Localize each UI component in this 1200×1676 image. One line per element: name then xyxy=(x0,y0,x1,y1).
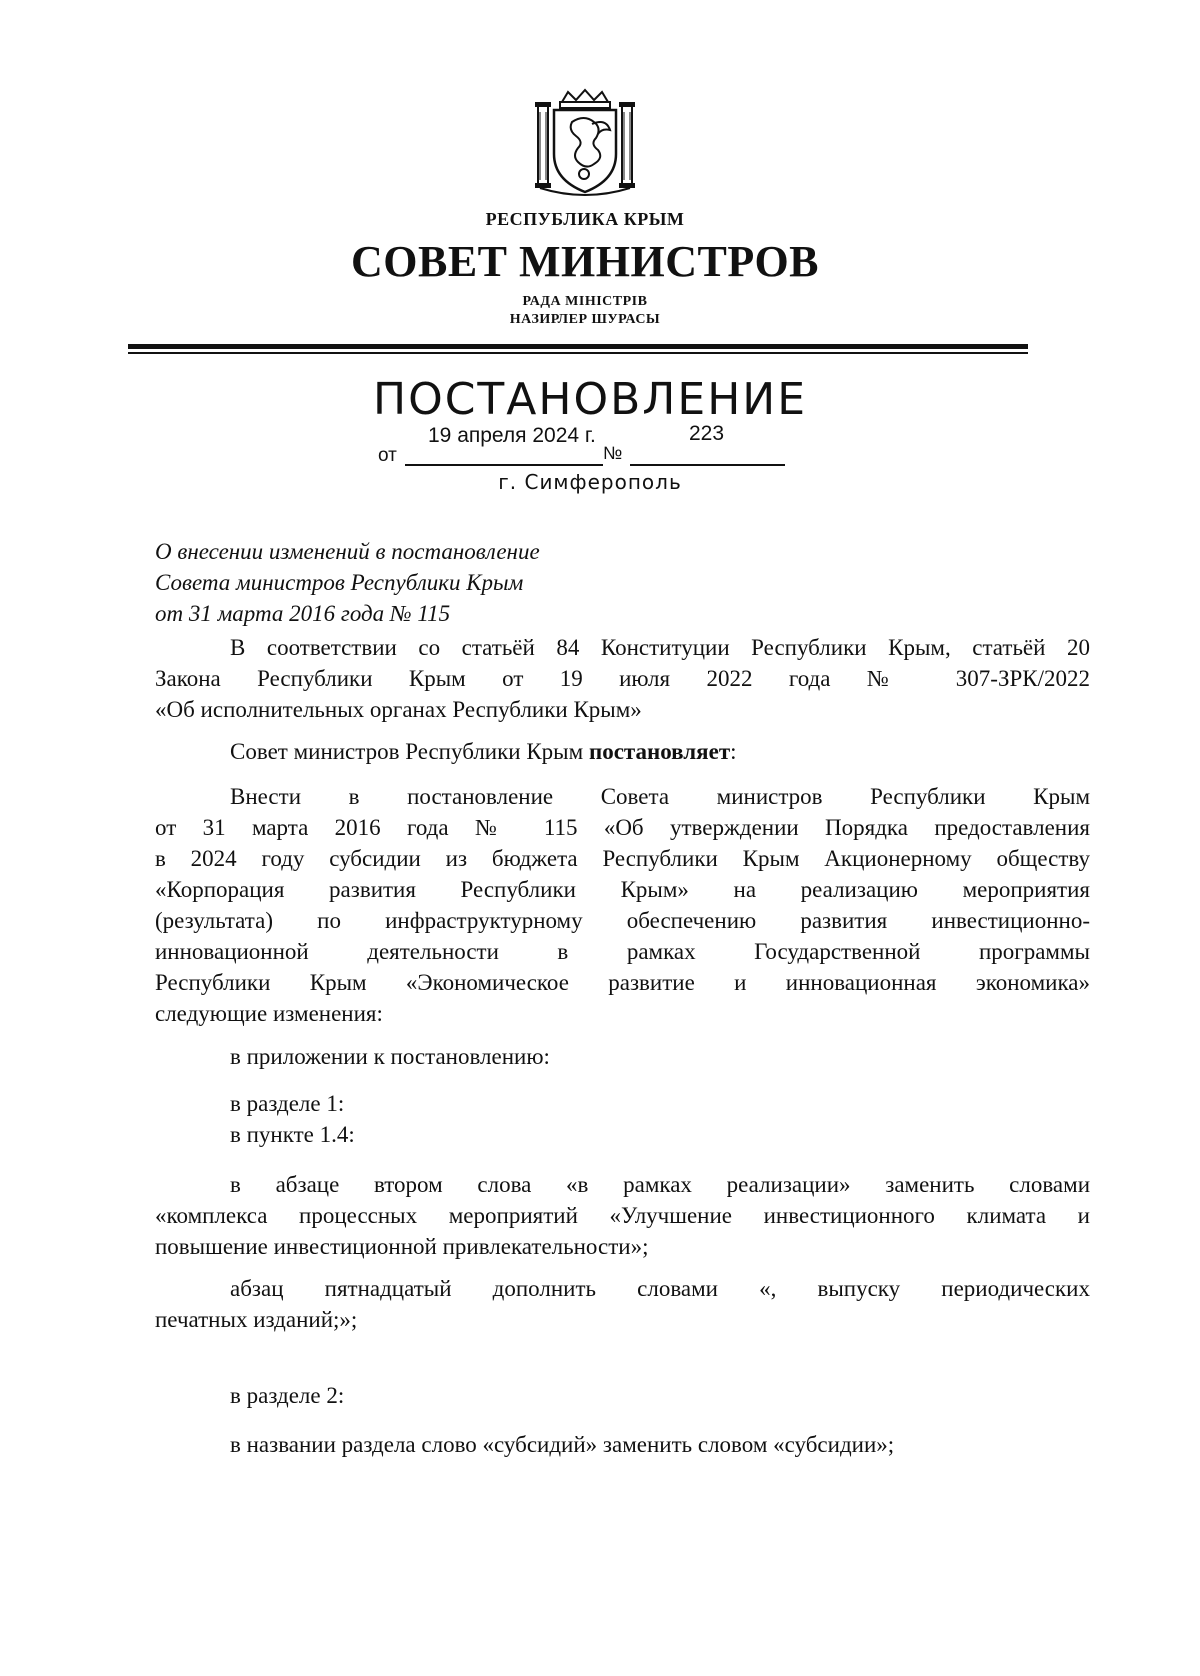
paragraph-line: Внести в постановление Совета министров Республики Крым xyxy=(230,784,1090,809)
subject-line: Совета министров Республики Крым xyxy=(155,570,524,595)
header-divider-thin xyxy=(128,352,1028,354)
paragraph-line: повышение инвестиционной привлекательности»; xyxy=(155,1234,649,1259)
subject-line: от 31 марта 2016 года № 115 xyxy=(155,601,451,626)
date-prefix-label: от xyxy=(378,445,397,466)
council-translations xyxy=(0,293,1170,329)
paragraph-line: «комплекса процессных мероприятий «Улучшение инвестиционного климата и xyxy=(155,1203,1090,1228)
paragraph-fifteen-amendment xyxy=(155,1273,1090,1335)
decree-title: ПОСТАНОВЛЕНИЕ xyxy=(372,374,807,425)
paragraph-line: от 31 марта 2016 года № 115 «Об утверждении Порядка предоставления xyxy=(155,815,1090,840)
paragraph-line: в 2024 году субсидии из бюджета Республики Крым Акционерному обществу xyxy=(155,846,1090,871)
paragraph-line: Закона Республики Крым от 19 июля 2022 года № 307-ЗРК/2022 xyxy=(155,666,1090,691)
section-1-paragraph: в разделе 1: в пункте 1.4: xyxy=(155,1088,1090,1150)
paragraph-line: в абзаце втором слова «в рамках реализации» заменить словами xyxy=(230,1172,1090,1197)
number-underline xyxy=(630,464,785,466)
section-2-paragraph: в разделе 2: xyxy=(230,1383,345,1408)
paragraph-line: абзац пятнадцатый дополнить словами «, выпуску периодических xyxy=(230,1276,1090,1301)
resolves-paragraph: Совет министров Республики Крым постановляет: xyxy=(230,739,737,764)
paragraph-line: печатных изданий;»; xyxy=(155,1307,358,1332)
date-underline xyxy=(405,464,603,466)
coat-of-arms-emblem xyxy=(532,88,638,198)
decree-number: 223 xyxy=(689,422,725,445)
preamble-paragraph xyxy=(155,632,1090,725)
council-of-ministers-heading: СОВЕТ МИНИСТРОВ xyxy=(350,237,820,286)
amendment-paragraph xyxy=(155,781,1090,1029)
subject-line: О внесении изменений в постановление xyxy=(155,539,540,564)
republic-label: РЕСПУБЛИКА КРЫМ xyxy=(485,209,685,229)
paragraph-two-amendment xyxy=(155,1169,1090,1262)
paragraph-line: следующие изменения: xyxy=(155,1001,383,1026)
number-sign-label: № xyxy=(603,443,623,463)
paragraph-line: (результата) по инфраструктурному обеспечению развития инвестиционно- xyxy=(155,908,1090,933)
paragraph-line: инновационной деятельности в рамках Государственной программы xyxy=(155,939,1090,964)
section-2-title-amendment: в названии раздела слово «субсидий» заменить словом «субсидии»; xyxy=(230,1432,895,1457)
resolves-text: Совет министров Республики Крым xyxy=(230,739,589,764)
rada-crimean-tatar: НАЗИРЛЕР ШУРАСЫ xyxy=(509,312,661,327)
header-divider-thick xyxy=(128,344,1028,349)
decree-date: 19 апреля 2024 г. xyxy=(428,424,596,447)
paragraph-line: «Об исполнительных органах Республики Крым» xyxy=(155,697,642,722)
resolves-keyword: постановляет xyxy=(588,739,731,764)
rada-ukrainian: РАДА МІНІСТРІВ xyxy=(522,294,648,309)
paragraph-line: «Корпорация развития Республики Крым» на реализацию мероприятия xyxy=(155,877,1090,902)
paragraph-line: Республики Крым «Экономическое развитие и инновационная экономика» xyxy=(155,970,1090,995)
clause-1-4: в пункте 1.4: xyxy=(230,1122,355,1147)
paragraph-line: В соответствии со статьёй 84 Конституции Республики Крым, статьёй 20 xyxy=(230,635,1090,660)
appendix-paragraph: в приложении к постановлению: xyxy=(230,1044,550,1069)
decree-subject xyxy=(155,536,540,629)
city-label: г. Симферополь xyxy=(498,470,682,494)
